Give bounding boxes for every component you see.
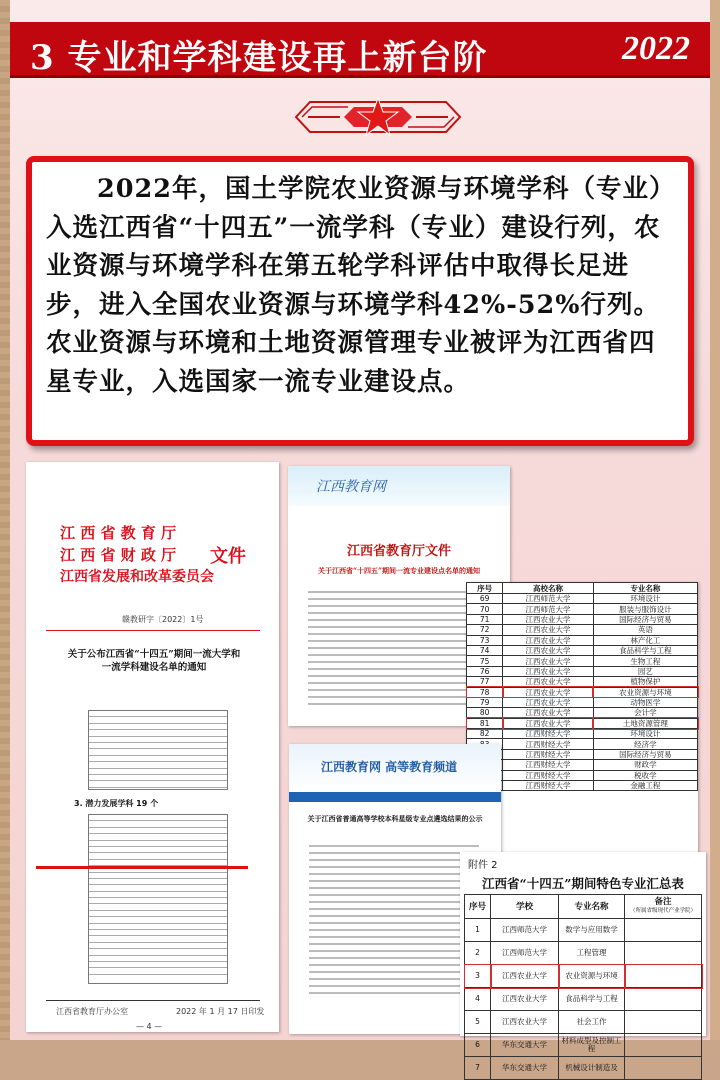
table-cell bbox=[625, 1057, 702, 1080]
table-cell: 林产化工 bbox=[593, 635, 697, 645]
table-cell: 5 bbox=[465, 1011, 491, 1034]
table-cell: 1 bbox=[465, 919, 491, 942]
table-row bbox=[467, 729, 698, 739]
table-cell: 江西农业大学 bbox=[503, 645, 594, 655]
table-cell: 国际经济与贸易 bbox=[593, 749, 697, 759]
table-cell: 江西农业大学 bbox=[503, 718, 594, 728]
table-row bbox=[465, 988, 702, 1011]
table-row bbox=[467, 666, 698, 676]
page-title: 3 专业和学科建设再上新台阶 bbox=[30, 38, 488, 78]
school-table-1 bbox=[88, 710, 228, 790]
table-cell bbox=[625, 919, 702, 942]
table-row bbox=[467, 614, 698, 624]
table-cell: 江西财经大学 bbox=[503, 749, 594, 759]
issuer-3: 江西省发展和改革委员会 bbox=[60, 569, 214, 585]
table-row bbox=[467, 677, 698, 687]
table-cell: 江西农业大学 bbox=[503, 656, 594, 666]
table-row bbox=[465, 1034, 702, 1057]
table-row bbox=[467, 625, 698, 635]
table-row bbox=[467, 708, 698, 718]
table-cell bbox=[625, 965, 702, 988]
col-header: 序号 bbox=[467, 583, 503, 594]
site-header bbox=[288, 466, 510, 506]
table-cell: 江西财经大学 bbox=[503, 760, 594, 770]
table-cell: 环境设计 bbox=[593, 594, 697, 604]
table-row bbox=[467, 739, 698, 749]
table-cell: 江西农业大学 bbox=[503, 697, 594, 707]
table-row bbox=[467, 697, 698, 707]
table-row bbox=[467, 770, 698, 780]
col-header: 学校 bbox=[491, 895, 559, 919]
table-cell: 材料成型及控制工程 bbox=[559, 1034, 625, 1057]
site-nav bbox=[289, 792, 501, 802]
table-cell: 江西财经大学 bbox=[503, 781, 594, 791]
divider bbox=[46, 630, 260, 631]
text-lines bbox=[309, 840, 479, 999]
note-sub: （所属省级现代产业学院） bbox=[629, 908, 696, 914]
page-number: — 4 — bbox=[136, 1022, 163, 1031]
table-cell: 71 bbox=[467, 614, 503, 624]
featured-major-table-image bbox=[460, 852, 706, 1072]
notice-document-image bbox=[26, 462, 279, 1032]
table-cell bbox=[625, 1034, 702, 1057]
table-cell: 华东交通大学 bbox=[491, 1034, 559, 1057]
school-table-2 bbox=[88, 814, 228, 984]
table-cell: 土地资源管理 bbox=[593, 718, 697, 728]
table-row bbox=[467, 645, 698, 655]
table-cell: 社会工作 bbox=[559, 1011, 625, 1034]
table-cell: 会计学 bbox=[593, 708, 697, 718]
table-cell: 园艺 bbox=[593, 666, 697, 676]
table-cell: 财政学 bbox=[593, 760, 697, 770]
title-bar bbox=[10, 22, 710, 78]
footer-right: 2022 年 1 月 17 日印发 bbox=[176, 1007, 265, 1016]
table-cell: 4 bbox=[465, 988, 491, 1011]
table-cell: 6 bbox=[465, 1034, 491, 1057]
footer-left: 江西省教育厅办公室 bbox=[56, 1007, 128, 1016]
table-cell: 机械设计制造及 bbox=[559, 1057, 625, 1080]
table-cell: 江西农业大学 bbox=[503, 635, 594, 645]
issuer-2: 江 西 省 财 政 厅 bbox=[60, 546, 177, 564]
table-cell: 69 bbox=[467, 594, 503, 604]
table-cell: 金融工程 bbox=[593, 781, 697, 791]
table-cell: 江西农业大学 bbox=[491, 988, 559, 1011]
table-row bbox=[467, 604, 698, 614]
col-header: 序号 bbox=[465, 895, 491, 919]
table-cell: 农业资源与环境 bbox=[559, 965, 625, 988]
col-header bbox=[625, 895, 702, 919]
table-cell: 江西农业大学 bbox=[503, 677, 594, 687]
table-cell bbox=[625, 1011, 702, 1034]
table-cell: 7 bbox=[465, 1057, 491, 1080]
table-cell: 73 bbox=[467, 635, 503, 645]
section-heading: 3. 潜力发展学科 19 个 bbox=[74, 799, 159, 808]
table-cell: 江西师范大学 bbox=[491, 942, 559, 965]
table-cell: 81 bbox=[467, 718, 503, 728]
table-cell: 数学与应用数学 bbox=[559, 919, 625, 942]
table-cell: 江西农业大学 bbox=[491, 1011, 559, 1034]
table-cell: 经济学 bbox=[593, 739, 697, 749]
left-edge-strip bbox=[0, 0, 10, 1040]
table-row bbox=[467, 760, 698, 770]
col-header: 专业名称 bbox=[559, 895, 625, 919]
table-cell: 服装与服饰设计 bbox=[593, 604, 697, 614]
site-header bbox=[289, 744, 501, 792]
table2-title: 江西省“十四五”期间特色专业汇总表 bbox=[482, 876, 684, 891]
table-cell: 2 bbox=[465, 942, 491, 965]
file-word: 文件 bbox=[210, 546, 246, 567]
table-cell bbox=[625, 942, 702, 965]
table-cell: 江西财经大学 bbox=[503, 729, 594, 739]
table-cell: 环境设计 bbox=[593, 729, 697, 739]
table-cell: 江西农业大学 bbox=[491, 965, 559, 988]
table-cell: 江西财经大学 bbox=[503, 739, 594, 749]
table-row bbox=[467, 656, 698, 666]
table-cell: 工程管理 bbox=[559, 942, 625, 965]
table-row bbox=[465, 919, 702, 942]
table-row bbox=[465, 1011, 702, 1034]
table-cell: 华东交通大学 bbox=[491, 1057, 559, 1080]
table-cell: 国际经济与贸易 bbox=[593, 614, 697, 624]
table-cell: 80 bbox=[467, 708, 503, 718]
table-cell: 72 bbox=[467, 625, 503, 635]
table-cell: 植物保护 bbox=[593, 677, 697, 687]
issuer-1: 江 西 省 教 育 厅 bbox=[60, 524, 177, 542]
table-cell: 江西农业大学 bbox=[503, 614, 594, 624]
highlight-text-box bbox=[26, 156, 694, 446]
table-row bbox=[467, 594, 698, 604]
featured-major-table bbox=[464, 894, 702, 1080]
table-row bbox=[467, 635, 698, 645]
table-row bbox=[465, 1057, 702, 1080]
highlight-underline bbox=[36, 866, 248, 869]
table-cell: 英语 bbox=[593, 625, 697, 635]
table-row bbox=[467, 749, 698, 759]
table-cell: 食品科学与工程 bbox=[559, 988, 625, 1011]
table-cell: 江西财经大学 bbox=[503, 770, 594, 780]
table-cell: 农业资源与环境 bbox=[593, 687, 697, 697]
table-cell: 3 bbox=[465, 965, 491, 988]
table-cell: 江西师范大学 bbox=[491, 919, 559, 942]
table-cell: 70 bbox=[467, 604, 503, 614]
notice-title: 关于公布江西省“十四五”期间一流大学和一流学科建设名单的通知 bbox=[67, 649, 241, 673]
col-header: 专业名称 bbox=[593, 583, 697, 594]
table-cell: 76 bbox=[467, 666, 503, 676]
table-cell: 江西农业大学 bbox=[503, 625, 594, 635]
footer-rule bbox=[46, 1000, 260, 1001]
table-cell: 77 bbox=[467, 677, 503, 687]
table-cell: 江西师范大学 bbox=[503, 604, 594, 614]
right-edge-strip bbox=[710, 0, 720, 1040]
table-row bbox=[465, 942, 702, 965]
table-cell: 江西农业大学 bbox=[503, 708, 594, 718]
table-cell bbox=[625, 988, 702, 1011]
annex-label: 附件 2 bbox=[468, 860, 498, 871]
doc-number: 赣教研字〔2022〕1号 bbox=[122, 615, 204, 624]
table-cell: 74 bbox=[467, 645, 503, 655]
note-header: 备注 bbox=[654, 897, 672, 907]
col-header: 高校名称 bbox=[503, 583, 594, 594]
table-cell: 75 bbox=[467, 656, 503, 666]
table-row bbox=[467, 687, 698, 697]
table-cell: 江西师范大学 bbox=[503, 594, 594, 604]
text-lines bbox=[308, 586, 488, 710]
table-cell: 78 bbox=[467, 687, 503, 697]
doc3-title: 关于江西省普通高等学校本科星级专业点遴选结果的公示 bbox=[307, 815, 483, 823]
table-row bbox=[465, 965, 702, 988]
table-row bbox=[467, 781, 698, 791]
table-cell: 82 bbox=[467, 729, 503, 739]
body-paragraph: 2022年，国土学院农业资源与环境学科（专业）入选江西省“十四五”一流学科（专业）建设行列，农业资源与环境学科在第五轮学科评估中取得长足进步，进入全国农业资源与环境学科42%-52%行列。农业资源与环境和土地资源管理专业被评为江西省四星专业，入选国家一流专业建设点。 bbox=[46, 174, 663, 397]
table-cell: 生物工程 bbox=[593, 656, 697, 666]
doc2-title: 江西省教育厅文件 bbox=[346, 544, 451, 559]
table-cell: 税收学 bbox=[593, 770, 697, 780]
table-cell: 动物医学 bbox=[593, 697, 697, 707]
star-emblem-icon bbox=[288, 94, 468, 140]
doc2-subtitle: 关于江西省“十四五”期间一流专业建设点名单的通知 bbox=[317, 566, 481, 575]
title-year: 2022 bbox=[622, 30, 690, 67]
table-cell: 79 bbox=[467, 697, 503, 707]
site-logo: 江西教育网 高等教育频道 bbox=[321, 760, 458, 774]
table-cell: 江西农业大学 bbox=[503, 666, 594, 676]
table-cell: 江西农业大学 bbox=[503, 687, 594, 697]
site-logo: 江西教育网 bbox=[316, 479, 386, 495]
table-row bbox=[467, 718, 698, 728]
table-cell: 食品科学与工程 bbox=[593, 645, 697, 655]
